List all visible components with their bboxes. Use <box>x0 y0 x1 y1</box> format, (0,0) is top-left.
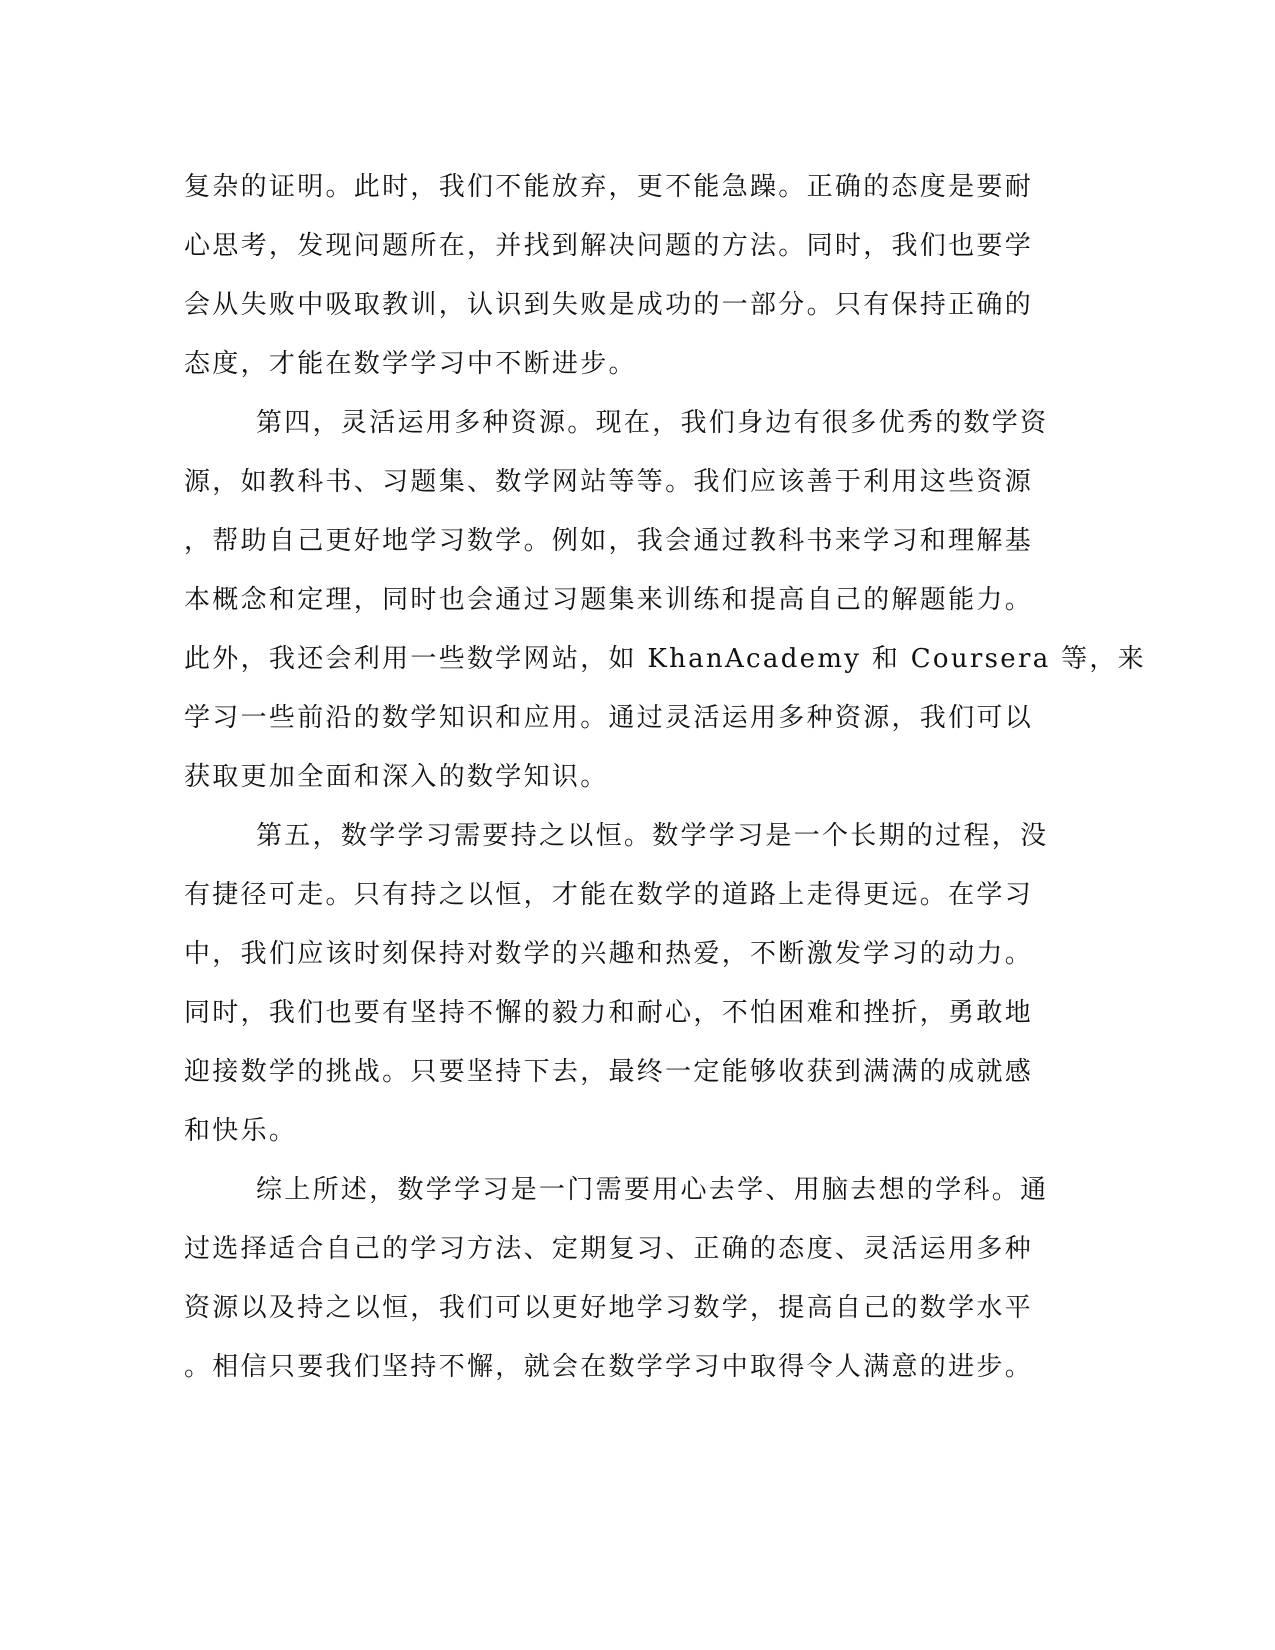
text-line: 资源以及持之以恒，我们可以更好地学习数学，提高自己的数学水平 <box>184 1293 1034 1323</box>
text-line: 此外，我还会利用一些数学网站，如 KhanAcademy 和 Coursera 等，来 <box>184 644 1146 674</box>
text-line: 心思考，发现问题所在，并找到解决问题的方法。同时，我们也要学 <box>184 231 1034 261</box>
text-line: 学习一些前沿的数学知识和应用。通过灵活运用多种资源，我们可以 <box>184 703 1034 733</box>
paragraph-start-line: 综上所述，数学学习是一门需要用心去学、用脑去想的学科。通 <box>256 1175 1049 1205</box>
text-line: 源，如教科书、习题集、数学网站等等。我们应该善于利用这些资源 <box>184 467 1034 497</box>
text-line: 迎接数学的挑战。只要坚持下去，最终一定能够收获到满满的成就感 <box>184 1057 1034 1087</box>
text-line: 有捷径可走。只有持之以恒，才能在数学的道路上走得更远。在学习 <box>184 880 1034 910</box>
text-line: 本概念和定理，同时也会通过习题集来训练和提高自己的解题能力。 <box>184 585 1034 615</box>
text-line: 中，我们应该时刻保持对数学的兴趣和热爱，不断激发学习的动力。 <box>184 939 1034 969</box>
text-line: 会从失败中吸取教训，认识到失败是成功的一部分。只有保持正确的 <box>184 290 1034 320</box>
text-line: ，帮助自己更好地学习数学。例如，我会通过教科书来学习和理解基 <box>184 526 1034 556</box>
text-line: 同时，我们也要有坚持不懈的毅力和耐心，不怕困难和挫折，勇敢地 <box>184 998 1034 1028</box>
text-line: 过选择适合自己的学习方法、定期复习、正确的态度、灵活运用多种 <box>184 1234 1034 1264</box>
text-line: 态度，才能在数学学习中不断进步。 <box>184 349 637 379</box>
paragraph-start-line: 第五，数学学习需要持之以恒。数学学习是一个长期的过程，没 <box>256 821 1049 851</box>
document-body <box>184 158 1146 1397</box>
text-line: 和快乐。 <box>184 1116 298 1146</box>
text-line: 。相信只要我们坚持不懈，就会在数学学习中取得令人满意的进步。 <box>184 1352 1034 1382</box>
paragraph-start-line: 第四，灵活运用多种资源。现在，我们身边有很多优秀的数学资 <box>256 408 1049 438</box>
text-line: 复杂的证明。此时，我们不能放弃，更不能急躁。正确的态度是要耐 <box>184 172 1034 202</box>
text-line: 获取更加全面和深入的数学知识。 <box>184 762 609 792</box>
